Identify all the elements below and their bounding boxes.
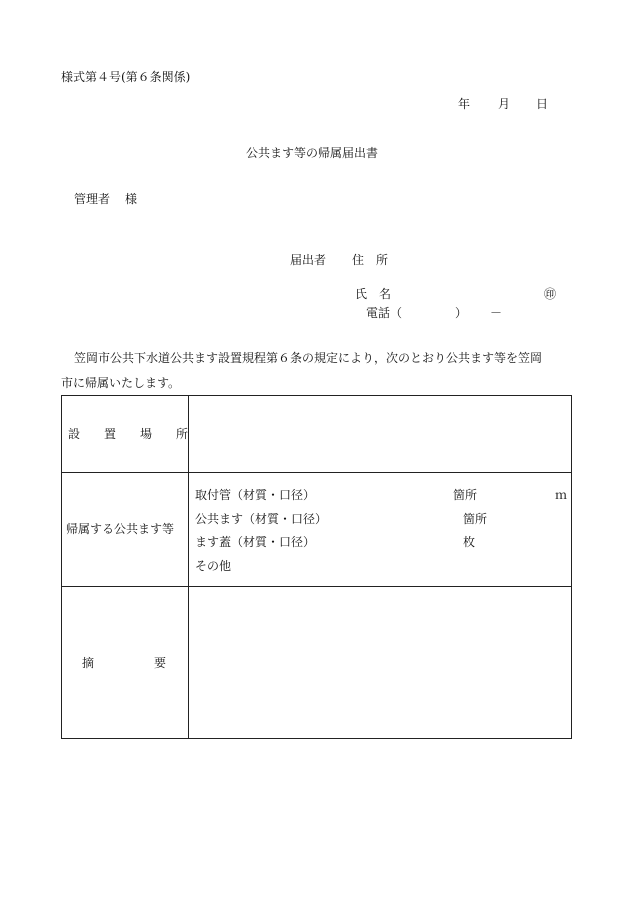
item-3-unit: 枚 (463, 535, 476, 549)
remarks-row (62, 587, 572, 739)
item-2-unit: 箇所 (463, 512, 488, 526)
location-value-cell (189, 396, 572, 473)
address-label: 住 所 (352, 253, 389, 267)
location-label: 設 置 場 所 (68, 427, 189, 441)
date-year-label: 年 (458, 97, 471, 111)
remarks-label-cell (62, 587, 189, 739)
items-label: 帰属する公共ます等 (66, 522, 175, 536)
seal-mark: ㊞ (544, 287, 557, 301)
addressee-honorific: 様 (125, 192, 138, 206)
item-1-extra: ｍ (555, 488, 568, 502)
item-4-name: その他 (195, 559, 232, 573)
items-value-cell (189, 473, 572, 587)
body-text-line-2: 市に帰属いたします。 (61, 376, 181, 390)
addressee-name: 管理者 (74, 192, 111, 206)
phone-label: 電話（ (366, 306, 403, 320)
items-row (62, 473, 572, 587)
item-1-name: 取付管（材質・口径） (195, 488, 316, 502)
phone-close-paren: ） (455, 306, 468, 320)
location-row (62, 396, 572, 473)
items-label-cell (62, 473, 189, 587)
remarks-label: 摘 要 (82, 656, 167, 670)
item-1-unit: 箇所 (453, 488, 478, 502)
body-text-line-1: 笠岡市公共下水道公共ます設置規程第６条の規定により，次のとおり公共ます等を笠岡 (74, 351, 543, 365)
applicant-label: 届出者 (290, 253, 327, 267)
registration-table (61, 395, 572, 739)
location-label-cell (62, 396, 189, 473)
document-title: 公共ます等の帰属届出書 (246, 146, 379, 160)
item-3-name: ます蓋（材質・口径） (195, 535, 316, 549)
date-month-label: 月 (498, 97, 511, 111)
item-2-name: 公共ます（材質・口径） (195, 512, 328, 526)
remarks-value-cell (189, 587, 572, 739)
form-number: 様式第４号(第６条関係) (61, 70, 191, 84)
name-label: 氏 名 (355, 287, 392, 301)
phone-dash: － (490, 306, 503, 320)
date-day-label: 日 (536, 97, 549, 111)
